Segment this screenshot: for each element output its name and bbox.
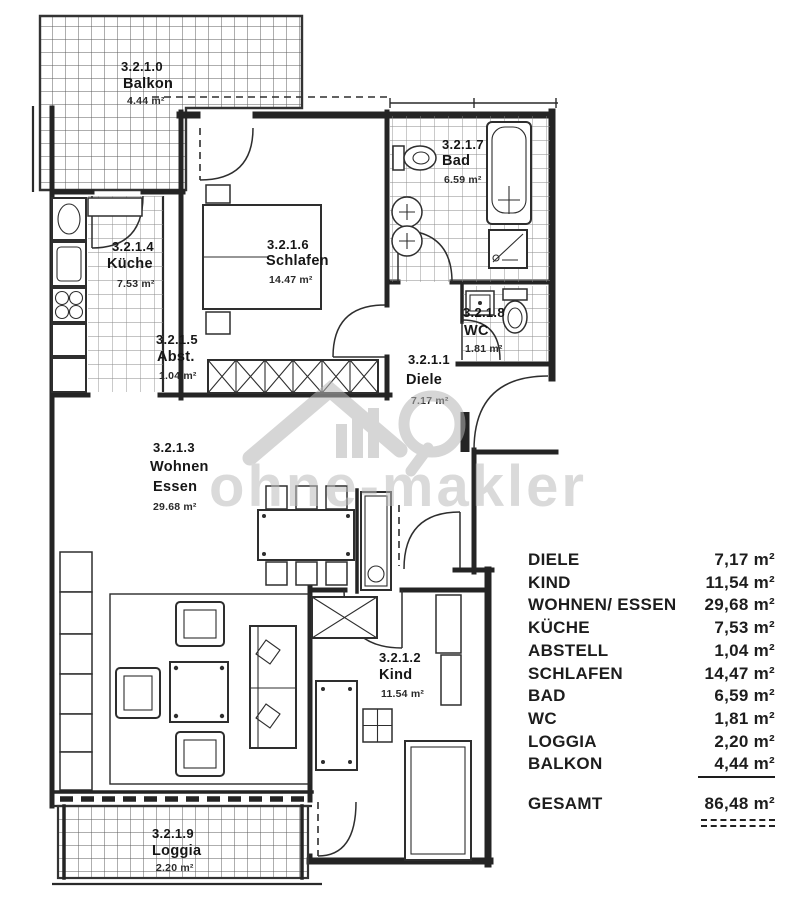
label-balkon-number: 3.2.1.0: [121, 59, 163, 74]
total-double-rule: [701, 819, 775, 827]
label-diele-number: 3.2.1.1: [408, 352, 450, 367]
kind-shelf: [441, 655, 461, 705]
area-row-value: 1,04 m²: [714, 640, 775, 660]
label-kind-number: 3.2.1.2: [379, 650, 421, 665]
kueche-tiles: [88, 196, 163, 392]
label-abstell-name: Abst.: [157, 349, 195, 365]
area-row: [528, 731, 775, 754]
total-label: GESAMT: [528, 794, 603, 814]
area-row-label: KIND: [528, 572, 571, 592]
label-diele-area: 7.17 m²: [411, 395, 449, 407]
label-kueche-number: 3.2.1.4: [112, 239, 154, 254]
house-bar: [336, 424, 347, 458]
kind-furniture: [312, 595, 471, 860]
area-row-label: BALKON: [528, 754, 603, 774]
label-bad-area: 6.59 m²: [444, 174, 482, 186]
entrance-door-arc: [474, 376, 548, 450]
dining-chair: [326, 562, 347, 585]
area-row-value: 6,59 m²: [714, 686, 775, 706]
label-schlafen-name: Schlafen: [266, 253, 329, 269]
area-row-label: SCHLAFEN: [528, 663, 623, 683]
nightstand: [206, 185, 230, 203]
area-row: [528, 685, 775, 708]
area-row: [528, 663, 775, 686]
desk-leg: [348, 760, 352, 764]
label-wohnen-name: Wohnen: [150, 459, 209, 475]
desk-leg: [321, 687, 325, 691]
area-row-value: 11,54 m²: [705, 572, 775, 592]
schlafen-door-arc: [333, 305, 385, 357]
kind-shelf: [436, 595, 461, 653]
area-row: [528, 572, 775, 595]
total-value: 86,48 m²: [704, 794, 775, 814]
label-wohnen-number: 3.2.1.3: [153, 440, 195, 455]
area-row: [528, 549, 775, 572]
label-schlafen-number: 3.2.1.6: [267, 237, 309, 252]
area-row-label: ABSTELL: [528, 640, 609, 660]
schlafen-furniture: [203, 185, 378, 393]
balkon-area: [33, 16, 302, 192]
table-leg: [346, 552, 350, 556]
house-bar: [352, 416, 363, 458]
armchair-symbol: [176, 602, 224, 646]
shelf-unit: [60, 674, 92, 714]
area-row-value: 1,81 m²: [714, 708, 775, 728]
coffee-table: [170, 662, 228, 722]
watermark-text: ohne-makler: [209, 454, 587, 519]
loggia-door-arc: [318, 802, 356, 856]
balkon-floor: [40, 16, 302, 190]
label-loggia-area: 2.20 m²: [156, 862, 194, 874]
eave-line-right: [390, 98, 558, 108]
label-wohnen-name2: Essen: [153, 479, 198, 495]
table-leg: [220, 714, 224, 718]
toilet-bowl: [404, 146, 436, 170]
label-balkon-name: Balkon: [123, 76, 174, 92]
area-row: [528, 753, 775, 778]
label-kueche-name: Küche: [107, 256, 153, 272]
armchair-symbol: [176, 732, 224, 776]
balcony-door-arc: [200, 128, 253, 180]
dining-chair: [266, 562, 287, 585]
table-leg: [262, 552, 266, 556]
shelf-unit: [60, 714, 92, 752]
label-bad-name: Bad: [442, 153, 471, 169]
wc-toilet-tank: [503, 289, 527, 300]
label-kind-name: Kind: [379, 667, 413, 683]
shelf-unit: [60, 634, 92, 674]
house-bar: [368, 408, 379, 458]
area-row-label: WC: [528, 708, 557, 728]
total-row: [528, 793, 775, 816]
area-row-label: BAD: [528, 686, 566, 706]
label-bad-number: 3.2.1.7: [442, 137, 484, 152]
kitchen-cabinet: [52, 324, 86, 356]
label-wohnen-area: 29.68 m²: [153, 501, 197, 513]
area-row-value: 14,47 m²: [704, 663, 775, 683]
desk-leg: [321, 760, 325, 764]
label-abstell-number: 3.2.1.5: [156, 332, 198, 347]
label-wc-area: 1.81 m²: [465, 343, 503, 355]
toilet-tank: [393, 146, 404, 170]
sofa-symbol: [250, 626, 296, 748]
watermark: [209, 390, 587, 519]
desk-leg: [348, 687, 352, 691]
label-balkon-area: 4.44 m²: [127, 95, 165, 107]
area-row-value: 4,44 m²: [698, 753, 775, 778]
kitchen-fridge: [52, 358, 86, 392]
label-kueche-area: 7.53 m²: [117, 278, 155, 290]
table-leg: [174, 714, 178, 718]
label-loggia-name: Loggia: [152, 843, 202, 859]
label-diele-name: Diele: [406, 372, 443, 388]
shelf-unit: [60, 752, 92, 790]
label-loggia-number: 3.2.1.9: [152, 826, 194, 841]
label-wc-name: WC: [464, 323, 489, 339]
area-row-value: 2,20 m²: [714, 731, 775, 751]
area-table: [528, 549, 775, 827]
area-row-label: LOGGIA: [528, 731, 597, 751]
area-row-label: KÜCHE: [528, 618, 590, 638]
area-row: [528, 594, 775, 617]
dining-chair: [296, 562, 317, 585]
desk-symbol: [316, 681, 357, 770]
area-row-value: 7,53 m²: [714, 618, 775, 638]
area-row-label: DIELE: [528, 550, 580, 569]
shelf-unit: [60, 592, 92, 634]
kind-bed: [405, 741, 471, 860]
table-leg: [174, 666, 178, 670]
label-wc-number: 3.2.1.8: [463, 305, 505, 320]
label-abstell-area: 1.04 m²: [159, 370, 197, 382]
area-row-value: 7,17 m²: [714, 550, 775, 569]
diele-door-arc: [404, 512, 460, 569]
area-row: [528, 617, 775, 640]
label-kind-area: 11.54 m²: [381, 688, 425, 700]
kitchen-counter: [88, 198, 142, 216]
shelf-unit: [60, 552, 92, 592]
area-row-value: 29,68 m²: [704, 595, 775, 615]
area-row: [528, 640, 775, 663]
label-schlafen-area: 14.47 m²: [269, 274, 313, 286]
area-row: [528, 708, 775, 731]
table-leg: [220, 666, 224, 670]
area-row-label: WOHNEN/ ESSEN: [528, 595, 677, 615]
nightstand: [206, 312, 230, 334]
